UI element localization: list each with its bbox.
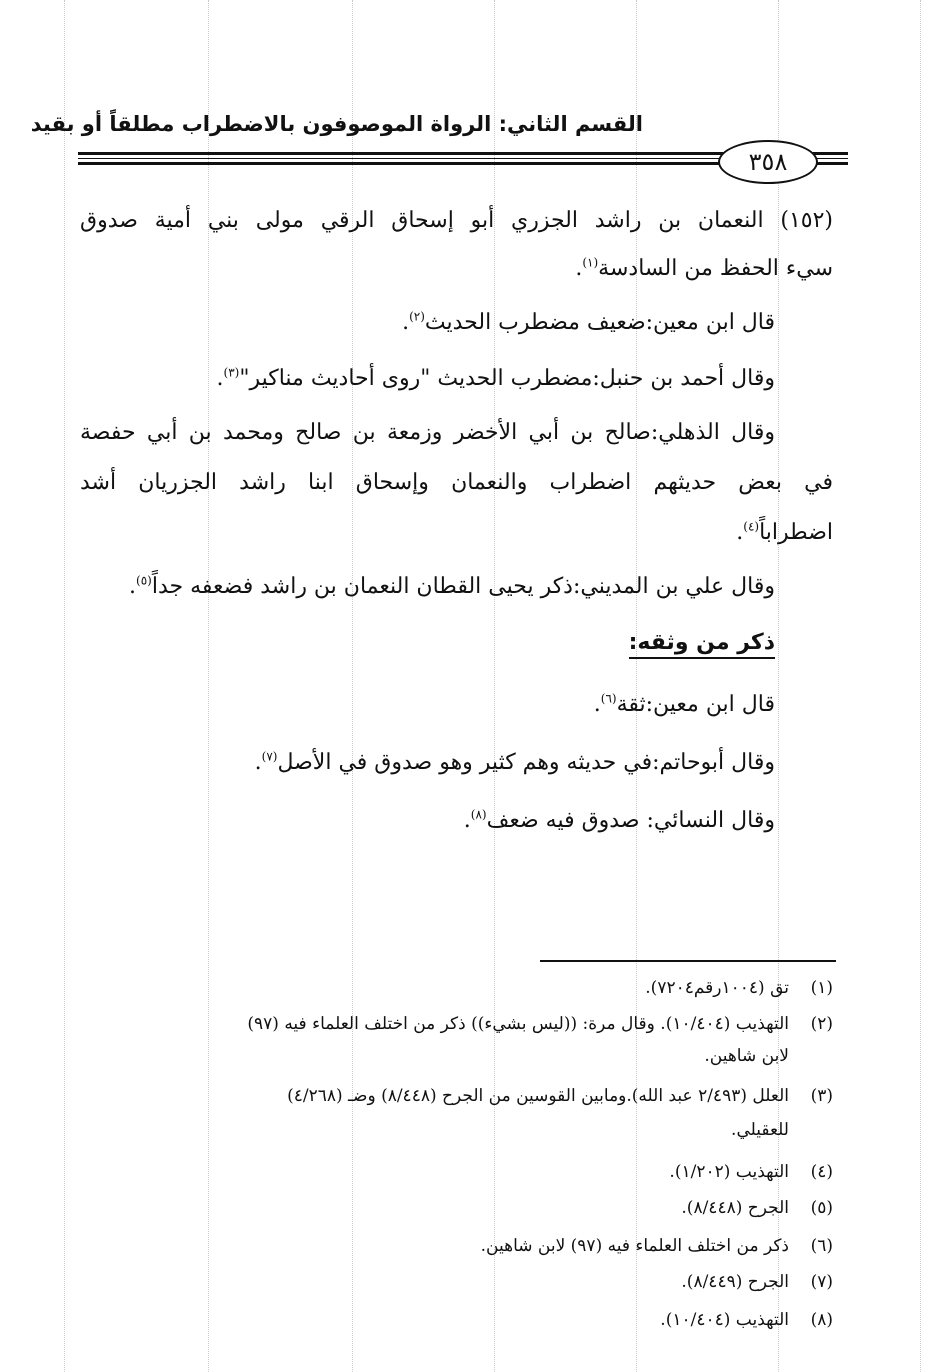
footnote-number: (٦): [810, 1236, 833, 1256]
paragraph-ahmad: وقال أحمد بن حنبل:مضطرب الحديث "روى أحاديث مناكير"$^{(٣)}$.: [216, 365, 775, 391]
footnote-number: (٧): [810, 1272, 833, 1292]
footnote-separator: [540, 960, 836, 962]
footnote-2-continuation: لابن شاهين.: [704, 1046, 789, 1066]
footnote-number: (٣): [810, 1086, 833, 1106]
paragraph-abu-hatim: وقال أبوحاتم:في حديثه وهم كثير وهو صدوق في الأصل$^{(٧)}$.: [254, 749, 775, 775]
footnote-text: التهذيب (١٠/٤٠٤).: [660, 1310, 789, 1330]
grid-line: [64, 0, 65, 1372]
footnote-8: [660, 1308, 833, 1332]
footnote-7: [681, 1270, 833, 1294]
footnote-number: (٨): [810, 1310, 833, 1330]
paragraph-dhuhli-line-1: وقال الذهلي:صالح بن أبي الأخضر وزمعة بن صالح ومحمد بن أبي حفصة: [80, 420, 775, 445]
paragraph-thiqa: قال ابن معين:ثقة$^{(٦)}$.: [593, 691, 775, 717]
footnote-4: [669, 1160, 833, 1184]
footnote-3: [287, 1084, 833, 1108]
page-number: ٣٥٨: [748, 148, 788, 176]
footnote-5: [681, 1196, 833, 1220]
paragraph-nasai: وقال النسائي: صدوق فيه ضعف$^{(٨)}$.: [463, 807, 775, 833]
footnote-ref: (٧): [261, 749, 278, 764]
paragraph-ibn-maeen: قال ابن معين:ضعيف مضطرب الحديث$^{(٢)}$.: [402, 309, 775, 335]
footnote-text: التهذيب (١/٢٠٢).: [669, 1162, 789, 1182]
footnote-ref: (٨): [470, 807, 487, 822]
footnote-ref: (٢): [409, 309, 425, 324]
footnote-number: (٥): [810, 1198, 833, 1218]
page-number-oval: [718, 140, 818, 184]
footnote-2: [247, 1012, 833, 1036]
footnote-text: التهذيب (١٠/٤٠٤). وقال مرة: ((ليس بشيء)) ذكر من اختلف العلماء فيه (٩٧): [247, 1014, 789, 1034]
footnote-text: الجرح (٨/٤٤٨).: [681, 1198, 789, 1218]
footnote-text: الجرح (٨/٤٤٩).: [681, 1272, 789, 1292]
footnote-3-continuation: للعقيلي.: [731, 1120, 789, 1140]
footnote-6: [481, 1234, 833, 1258]
footnote-text: العلل (٢/٤٩٣ عبد الله).ومابين القوسين من الجرح (٨/٤٤٨) وضـ (٤/٢٦٨): [287, 1086, 789, 1106]
footnote-ref: (٤): [743, 519, 760, 534]
paragraph-ibn-madini: وقال علي بن المديني:ذكر يحيى القطان النعمان بن راشد فضعفه جداً$^{(٥)}$.: [129, 573, 775, 599]
footnote-text: ذكر من اختلف العلماء فيه (٩٧) لابن شاهين.: [480, 1236, 789, 1256]
grid-line: [920, 0, 921, 1372]
entry-line-1: (١٥٢) النعمان بن راشد الجزري أبو إسحاق الرقي مولى بني أمية صدوق: [80, 208, 833, 233]
footnote-ref: (٦): [600, 691, 617, 706]
footnote-text: تق (١٠٠٤رقم٧٢٠٤).: [645, 978, 789, 998]
footnote-number: (٢): [810, 1014, 833, 1034]
footnote-1: [645, 976, 833, 1000]
footnote-ref: (٥): [136, 573, 152, 588]
footnote-number: (١): [810, 978, 833, 998]
footnote-ref: (١): [582, 255, 599, 270]
section-heading: ذكر من وثقه:: [629, 630, 775, 659]
paragraph-dhuhli-line-3: اضطراباً$^{(٤)}$.: [736, 519, 833, 545]
footnote-ref: (٣): [223, 365, 240, 380]
page-header-title: القسم الثاني: الرواة الموصوفون بالاضطراب مطلقاً أو بقيد: [30, 112, 643, 136]
paragraph-dhuhli-line-2: في بعض حديثهم اضطراب والنعمان وإسحاق ابنا راشد الجزريان أشد: [80, 470, 833, 495]
entry-line-2: سيء الحفظ من السادسة$^{(١)}$.: [575, 255, 833, 281]
footnote-number: (٤): [810, 1162, 833, 1182]
